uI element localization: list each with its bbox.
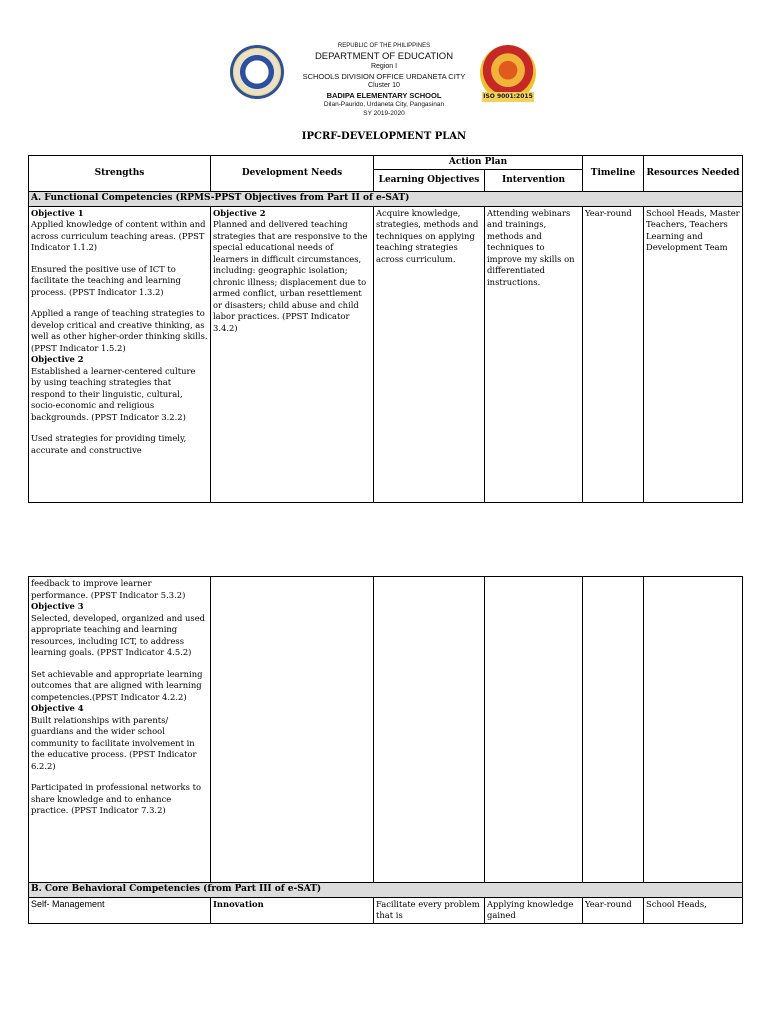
resources-cell: School Heads, bbox=[644, 897, 743, 923]
republic-line: REPUBLIC OF THE PHILIPPINES bbox=[337, 43, 431, 49]
core-need-cell: Innovation bbox=[211, 897, 374, 923]
header-timeline: Timeline bbox=[583, 156, 644, 192]
objective-heading: Objective 2 bbox=[31, 354, 84, 364]
school-year: SY 2019-2020 bbox=[363, 110, 405, 117]
learning-objectives-cell bbox=[374, 577, 485, 883]
timeline-cell: Year-round bbox=[583, 206, 644, 502]
strength-text: Participated in professional networks to share knowledge and to enhance practice. (PPST Indicator 7.3.2) bbox=[31, 782, 201, 815]
header-development-needs: Development Needs bbox=[211, 156, 374, 192]
objective-heading: Objective 1 bbox=[31, 207, 84, 218]
section-a-label: A. Functional Competencies (RPMS-PPST Objectives from Part II of e-SAT) bbox=[29, 192, 743, 207]
strength-text: Set achievable and appropriate learning outcomes that are aligned with learning competencies.(PPST Indicator 4.2.2) bbox=[31, 668, 203, 702]
strength-text: Established a learner-centered culture by using teaching strategies that respond to their linguistic, cultural, socio-economic and religious backgrounds. (PPST Indicator 3.2.2) bbox=[31, 365, 196, 422]
school-address: Dilan-Paurido, Urdaneta City, Pangasinan bbox=[323, 101, 445, 108]
resources-cell: School Heads, Master Teachers, Teachers Learning and Development Team bbox=[644, 206, 743, 502]
strength-text: Applied a range of teaching strategies to develop critical and creative thinking, as well as other higher-order thinking skills. (PPST Indicator 1.5.2) bbox=[31, 308, 208, 353]
document-title: IPCRF-DEVELOPMENT PLAN bbox=[301, 131, 467, 142]
objective-heading: Objective 4 bbox=[31, 703, 84, 713]
cluster-line: Cluster 10 bbox=[368, 82, 400, 89]
header-action-plan: Action Plan bbox=[374, 156, 583, 170]
table-row bbox=[29, 577, 743, 883]
school-name: BADIPA ELEMENTARY SCHOOL bbox=[326, 91, 442, 100]
strength-text: Built relationships with parents/ guardians and the wider school community to facilitate involvement in the educative process. (PPST Indicator 6.2.2) bbox=[31, 714, 197, 771]
development-needs-cell bbox=[211, 206, 374, 502]
department-name: DEPARTMENT OF EDUCATION bbox=[314, 51, 454, 62]
strength-text: Ensured the positive use of ICT to facilitate the teaching and learning process. (PPST Indicator 1.3.2) bbox=[31, 263, 181, 297]
resources-cell bbox=[644, 577, 743, 883]
development-needs-cell bbox=[211, 577, 374, 883]
header-resources: Resources Needed bbox=[644, 156, 743, 192]
intervention-cell: Attending webinars and trainings, methods and techniques to improve my skills on differentiated instructions. bbox=[485, 206, 583, 502]
division-line: SCHOOLS DIVISION OFFICE URDANETA CITY bbox=[302, 72, 466, 81]
intervention-cell: Applying knowledge gained bbox=[485, 897, 583, 923]
strengths-cell bbox=[29, 577, 211, 883]
header-strengths: Strengths bbox=[29, 156, 211, 192]
section-b-label: B. Core Behavioral Competencies (from Part III of e-SAT) bbox=[29, 883, 743, 898]
header-intervention: Intervention bbox=[485, 170, 583, 192]
timeline-cell: Year-round bbox=[583, 897, 644, 923]
letterhead bbox=[0, 0, 768, 130]
learning-objectives-cell: Acquire knowledge, strategies, methods and techniques on applying teaching strategies across curriculum. bbox=[374, 206, 485, 502]
strength-text: Used strategies for providing timely, accurate and constructive bbox=[31, 433, 187, 455]
header-learning-objectives: Learning Objectives bbox=[374, 170, 485, 192]
strength-text: feedback to improve learner performance. (PPST Indicator 5.3.2) bbox=[31, 578, 186, 600]
strength-text: Selected, developed, organized and used appropriate teaching and learning resources, including ICT, to address learning goals. (PPST Indicator 4.5.2) bbox=[31, 612, 206, 657]
iso-badge: ISO 9001:2015 bbox=[483, 93, 533, 100]
strengths-cell bbox=[29, 206, 211, 502]
development-plan-table-page-1 bbox=[28, 155, 743, 503]
development-plan-table-page-2 bbox=[28, 576, 743, 924]
timeline-cell bbox=[583, 577, 644, 883]
learning-objectives-cell: Facilitate every problem that is bbox=[374, 897, 485, 923]
objective-heading: Objective 2 bbox=[213, 207, 266, 218]
strength-text: Applied knowledge of content within and across curriculum teaching areas. (PPST Indicator 1.1.2) bbox=[31, 219, 206, 252]
development-need-text: Planned and delivered teaching strategies that are responsive to the special educational needs of learners in difficult circumstances, including: geographic isolation; chronic illness; displacement due to armed conflict, urban resettlement or disasters; child abuse and child labor practices. (PPST Indicator 3.4.2) bbox=[213, 219, 368, 333]
objective-heading: Objective 3 bbox=[31, 601, 84, 611]
intervention-cell bbox=[485, 577, 583, 883]
region-line: Region I bbox=[370, 63, 398, 70]
table-row bbox=[29, 206, 743, 502]
core-strength-cell: Self- Management bbox=[29, 897, 211, 923]
table-row bbox=[29, 897, 743, 923]
